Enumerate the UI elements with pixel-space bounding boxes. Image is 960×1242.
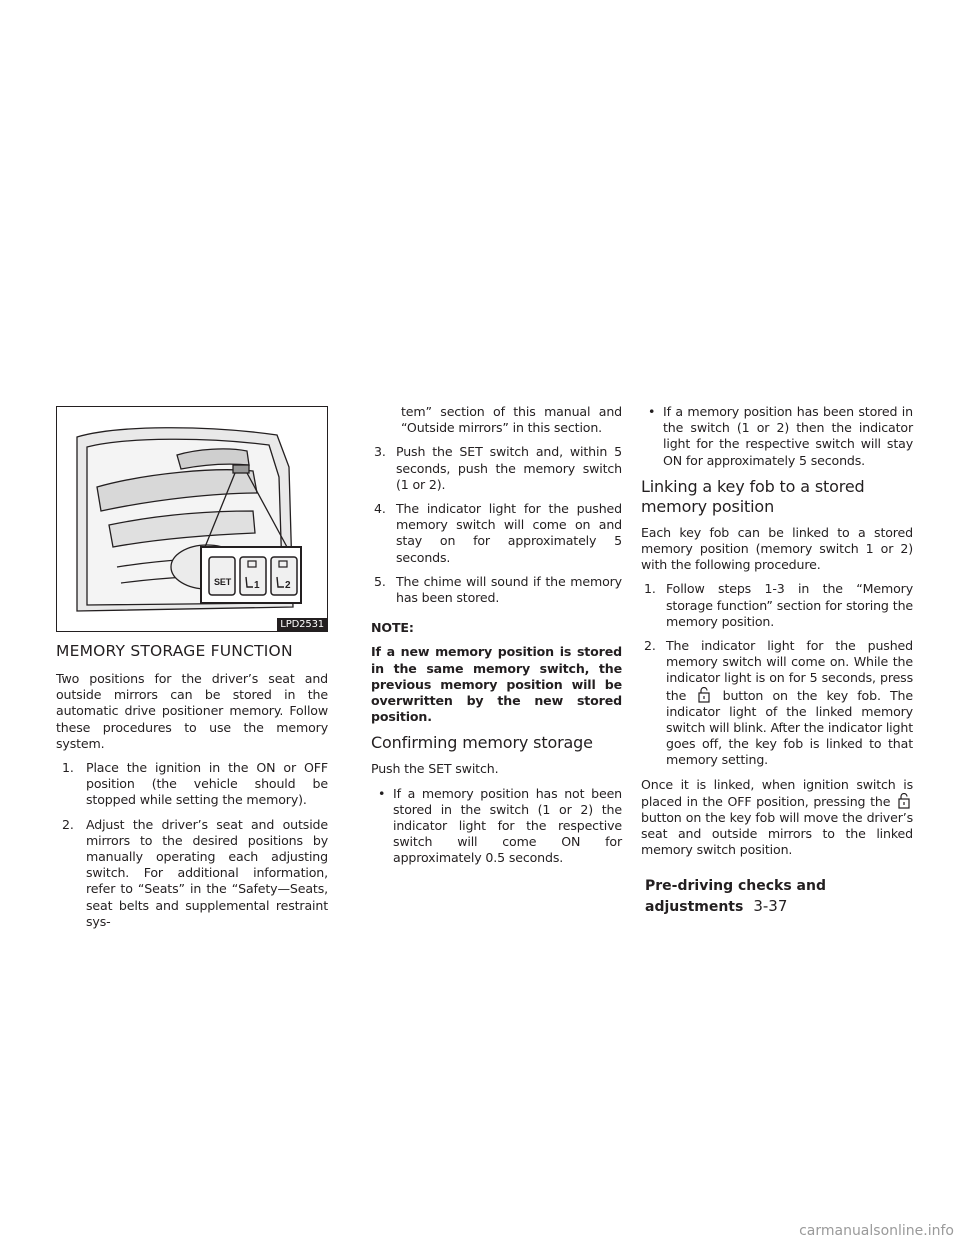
list-item: 1. Place the ignition in the ON or OFF position (the vehicle should be stopped while setting the memory). (62, 760, 328, 808)
list-item: 3. Push the SET switch and, within 5 seconds, push the memory switch (1 or 2). (374, 444, 622, 492)
watermark: carmanualsonline.info (799, 1223, 954, 1239)
page-number: 3-37 (753, 897, 788, 915)
footer-title: Pre-driving checks and adjustments (645, 878, 826, 915)
closing-paragraph: Once it is linked, when ignition switch is placed in the OFF position, pressing the button on the key fob will move the driver’s seat and outside mirrors to the linked memory switch position. (641, 776, 913, 858)
note-body: If a new memory position is stored in the same memory switch, the previous memory position will be overwritten by the new stored position. (371, 644, 622, 725)
subsection-title-linking: Linking a key fob to a stored memory position (641, 476, 865, 516)
list-item: • If a memory position has not been stored in the switch (1 or 2) the indicator light for the respective switch will come ON for approximately 0.5 seconds. (378, 785, 622, 866)
list-item: • If a memory position has been stored in the switch (1 or 2) then the indicator light for the respective switch will stay ON for approximately 5 seconds. (648, 404, 913, 468)
column-1 (56, 406, 328, 938)
page-footer (645, 876, 915, 917)
list-item: 4. The indicator light for the pushed memory switch will come on and stay on for approximately 5 seconds. (374, 501, 622, 565)
column-2 (371, 404, 622, 875)
list-item: 2. Adjust the driver’s seat and outside mirrors to the desired positions by manually operating each adjusting switch. For additional information, refer to “Seats” in the “Safety—Seats, seat belts and supplemental restraint sys- (62, 816, 328, 929)
link-intro: Each key fob can be linked to a stored memory position (memory switch 1 or 2) with the following procedure. (641, 524, 913, 573)
door-memory-switch-figure (56, 406, 328, 632)
list-item: 5. The chime will sound if the memory has been stored. (374, 573, 622, 606)
unlock-key-icon (897, 793, 911, 809)
figure-label: LPD2531 (277, 618, 327, 631)
confirm-intro: Push the SET switch. (371, 761, 499, 777)
step-continuation: tem” section of this manual and “Outside mirrors” in this section. (401, 404, 622, 436)
intro-paragraph: Two positions for the driver’s seat and outside mirrors can be stored in the automatic drive positioner memory. Follow these procedures to use the memory system. (56, 671, 328, 751)
list-item: 2. The indicator light for the pushed memory switch will come on. While the indicator light is on for 5 seconds, press the button on the key fob. The indicator light of the linked memory switch will blink. After the indicator light goes off, the key fob is linked to that memory setting. (644, 638, 913, 768)
section-title: MEMORY STORAGE FUNCTION (56, 642, 293, 660)
subsection-title-confirming: Confirming memory storage (371, 733, 593, 753)
note-heading: NOTE: (371, 620, 414, 636)
svg-text:2: 2 (285, 580, 291, 591)
list-item: 1. Follow steps 1-3 in the “Memory storage function” section for storing the memory position. (644, 581, 913, 629)
door-panel-illustration (57, 407, 327, 631)
unlock-key-icon (697, 687, 711, 703)
svg-text:1: 1 (254, 580, 260, 591)
column-3 (641, 404, 913, 867)
svg-text:SET: SET (214, 577, 232, 587)
